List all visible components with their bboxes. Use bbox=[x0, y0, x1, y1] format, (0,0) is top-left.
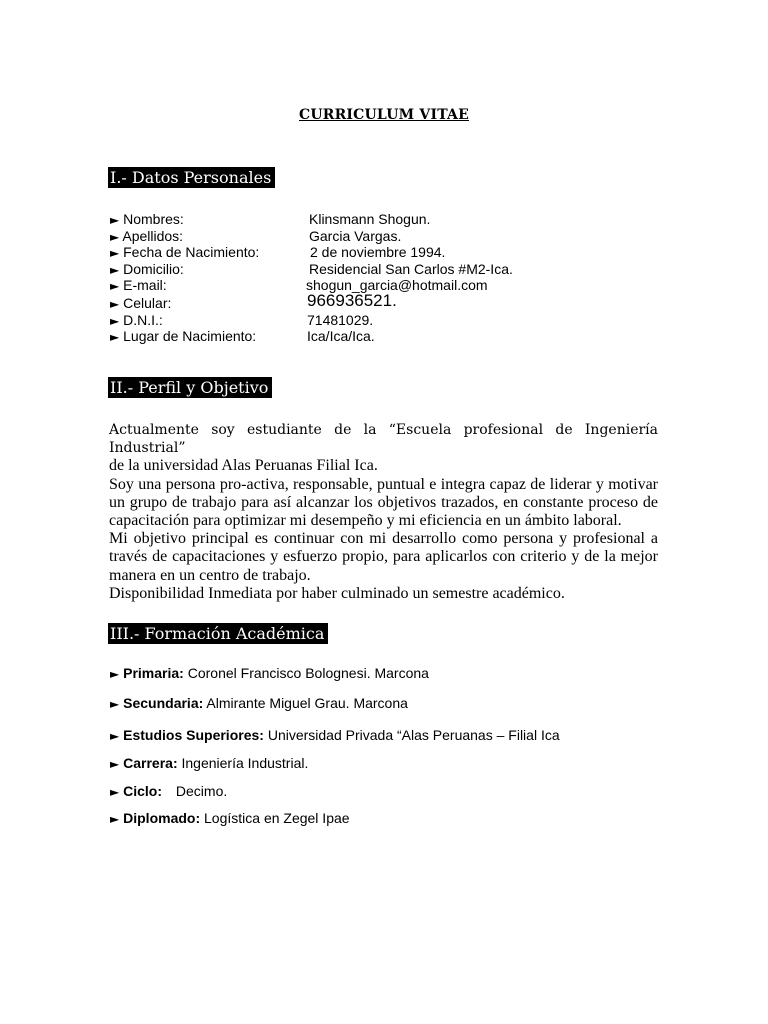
personal-value: 71481029. bbox=[307, 311, 374, 328]
profile-paragraph-2: Soy una persona pro-activa, responsable, puntual e integra capaz de liderar y motivar un grupo de trabajo para así alcanzar los objetivos trazados, en constante proceso de capacitación para optimizar mi desempeño y mi eficiencia en un ámbito laboral. bbox=[109, 475, 658, 530]
education-value: Ingeniería Industrial. bbox=[181, 755, 309, 771]
profile-paragraph-3: Mi objetivo principal es continuar con mi desarrollo como persona y profesional a través de capacitaciones y esfuerzo propio, para aplicarlos con criterio y de la mejor manera en un centro de trabajo. bbox=[109, 530, 658, 584]
education-row-diplomado bbox=[110, 810, 350, 826]
bullet-icon: ► bbox=[110, 812, 120, 826]
profile-paragraph-4: Disponibilidad Inmediata por haber culminado un semestre académico. bbox=[109, 584, 565, 602]
personal-label: ► E-mail: bbox=[110, 277, 167, 293]
education-value: Universidad Privada “Alas Peruanas – Filial Ica bbox=[267, 727, 560, 743]
section-heading-personal: I.- Datos Personales bbox=[108, 167, 275, 188]
personal-label: ► Fecha de Nacimiento: bbox=[110, 244, 260, 260]
personal-value: Klinsmann Shogun. bbox=[309, 211, 431, 227]
bullet-icon: ► bbox=[110, 697, 120, 711]
bullet-icon: ► bbox=[110, 262, 120, 277]
education-value: Coronel Francisco Bolognesi. Marcona bbox=[187, 665, 429, 681]
bullet-icon: ► bbox=[110, 296, 120, 311]
education-label: Carrera: bbox=[123, 755, 178, 771]
education-value: Almirante Miguel Grau. Marcona bbox=[206, 695, 408, 711]
document-title: CURRICULUM VITAE bbox=[299, 107, 469, 123]
education-label: Secundaria: bbox=[123, 695, 204, 711]
personal-label: ► Nombres: bbox=[110, 211, 184, 227]
bullet-icon: ► bbox=[110, 330, 120, 344]
bullet-icon: ► bbox=[110, 729, 120, 743]
personal-label: ► Domicilio: bbox=[110, 260, 184, 277]
bullet-icon: ► bbox=[110, 667, 120, 681]
bullet-icon: ► bbox=[110, 246, 120, 260]
personal-value: 966936521. bbox=[307, 290, 397, 310]
education-row-estudios-superiores bbox=[110, 727, 560, 743]
bullet-icon: ► bbox=[110, 279, 120, 293]
profile-text bbox=[109, 421, 658, 603]
bullet-icon: ► bbox=[110, 757, 120, 771]
education-label: Primaria: bbox=[123, 665, 184, 681]
education-row-secundaria bbox=[110, 695, 408, 711]
personal-value: shogun_garcia@hotmail.com bbox=[306, 277, 488, 293]
education-label: Ciclo: bbox=[123, 783, 163, 799]
education-label: Estudios Superiores: bbox=[123, 727, 264, 743]
personal-label: ► Celular: bbox=[110, 294, 172, 311]
bullet-icon: ► bbox=[110, 229, 120, 244]
education-value: Decimo. bbox=[175, 783, 228, 799]
personal-label: ► Lugar de Nacimiento: bbox=[110, 328, 257, 344]
education-row-primaria bbox=[110, 665, 429, 681]
personal-value: Ica/Ica/Ica. bbox=[307, 328, 375, 344]
profile-line-1: Actualmente soy estudiante de la “Escuela profesional de Ingeniería Industrial” bbox=[109, 422, 658, 457]
bullet-icon: ► bbox=[110, 313, 120, 328]
education-value: Logística en Zegel Ipae bbox=[204, 810, 350, 826]
education-label: Diplomado: bbox=[123, 810, 201, 826]
bullet-icon: ► bbox=[110, 213, 120, 227]
personal-value: 2 de noviembre 1994. bbox=[310, 244, 446, 260]
profile-line-2: de la universidad Alas Peruanas Filial Ica. bbox=[109, 457, 378, 475]
personal-value: Garcia Vargas. bbox=[309, 227, 402, 244]
personal-label: ► D.N.I.: bbox=[110, 311, 163, 328]
bullet-icon: ► bbox=[110, 785, 120, 799]
personal-value: Residencial San Carlos #M2-Ica. bbox=[309, 260, 513, 277]
education-row-ciclo bbox=[110, 783, 227, 799]
education-row-carrera bbox=[110, 755, 308, 771]
section-heading-profile: II.- Perfil y Objetivo bbox=[108, 377, 272, 398]
section-heading-education: III.- Formación Académica bbox=[108, 623, 328, 644]
personal-label: ► Apellidos: bbox=[110, 227, 184, 244]
